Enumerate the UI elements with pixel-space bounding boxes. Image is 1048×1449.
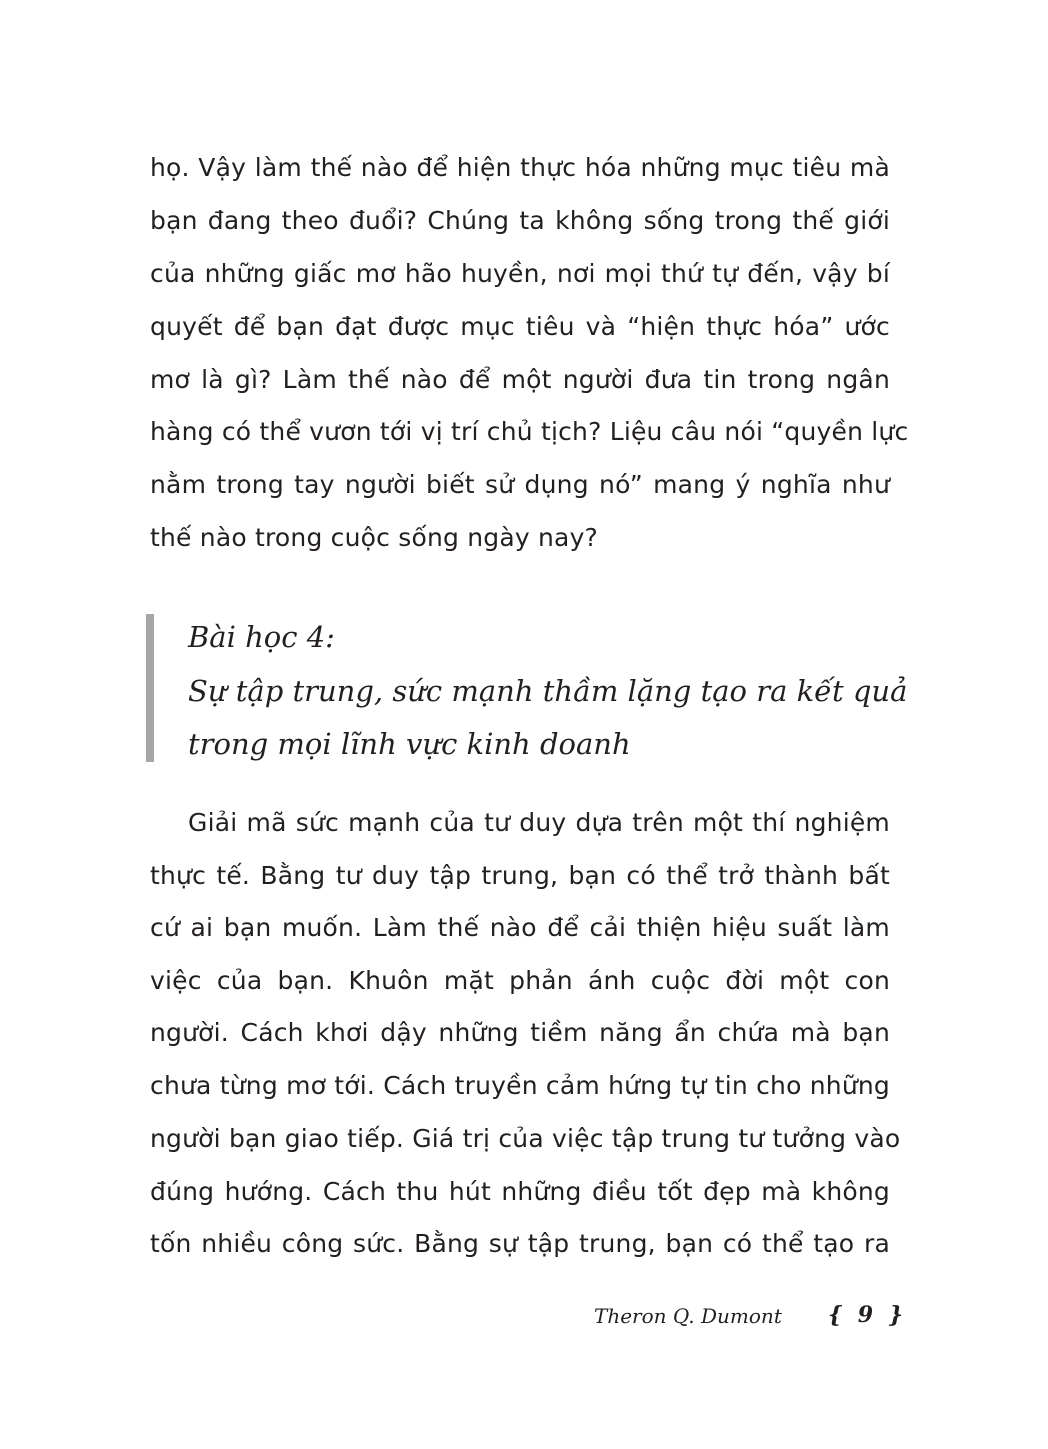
text-line: nằm trong tay người biết sử dụng nó” mang ý nghĩa như — [150, 470, 890, 499]
text-line: việc của bạn. Khuôn mặt phản ánh cuộc đời một con — [150, 966, 890, 995]
text-line: bạn đang theo đuổi? Chúng ta không sống trong thế giới — [150, 206, 890, 235]
page-number: { 9 } — [828, 1302, 907, 1328]
text-line: mơ là gì? Làm thế nào để một người đưa tin trong ngân — [150, 365, 890, 394]
footer-author: Theron Q. Dumont — [594, 1304, 782, 1328]
lesson-number: Bài học 4: — [188, 620, 335, 654]
text-line: cứ ai bạn muốn. Làm thế nào để cải thiện hiệu suất làm — [150, 913, 890, 942]
text-line: tốn nhiều công sức. Bằng sự tập trung, bạn có thể tạo ra — [150, 1229, 890, 1258]
text-line: quyết để bạn đạt được mục tiêu và “hiện thực hóa” ước — [150, 312, 890, 341]
heading-accent-bar — [146, 614, 154, 762]
text-line: chưa từng mơ tới. Cách truyền cảm hứng tự tin cho những — [150, 1071, 890, 1100]
text-line: người. Cách khơi dậy những tiềm năng ẩn chứa mà bạn — [150, 1018, 890, 1047]
text-line: Giải mã sức mạnh của tư duy dựa trên một thí nghiệm — [188, 808, 890, 837]
lesson-title-line: Sự tập trung, sức mạnh thầm lặng tạo ra kết quả — [188, 674, 908, 708]
text-line: thực tế. Bằng tư duy tập trung, bạn có thể trở thành bất — [150, 861, 890, 890]
lesson-title-line: trong mọi lĩnh vực kinh doanh — [188, 727, 631, 761]
text-line: đúng hướng. Cách thu hút những điều tốt đẹp mà không — [150, 1177, 890, 1206]
text-line: người bạn giao tiếp. Giá trị của việc tập trung tư tưởng vào — [150, 1124, 901, 1153]
text-line: hàng có thể vươn tới vị trí chủ tịch? Liệu câu nói “quyền lực — [150, 417, 909, 446]
text-line: họ. Vậy làm thế nào để hiện thực hóa những mục tiêu mà — [150, 153, 890, 182]
text-line: của những giấc mơ hão huyền, nơi mọi thứ tự đến, vậy bí — [150, 259, 890, 288]
text-line: thế nào trong cuộc sống ngày nay? — [150, 523, 599, 552]
